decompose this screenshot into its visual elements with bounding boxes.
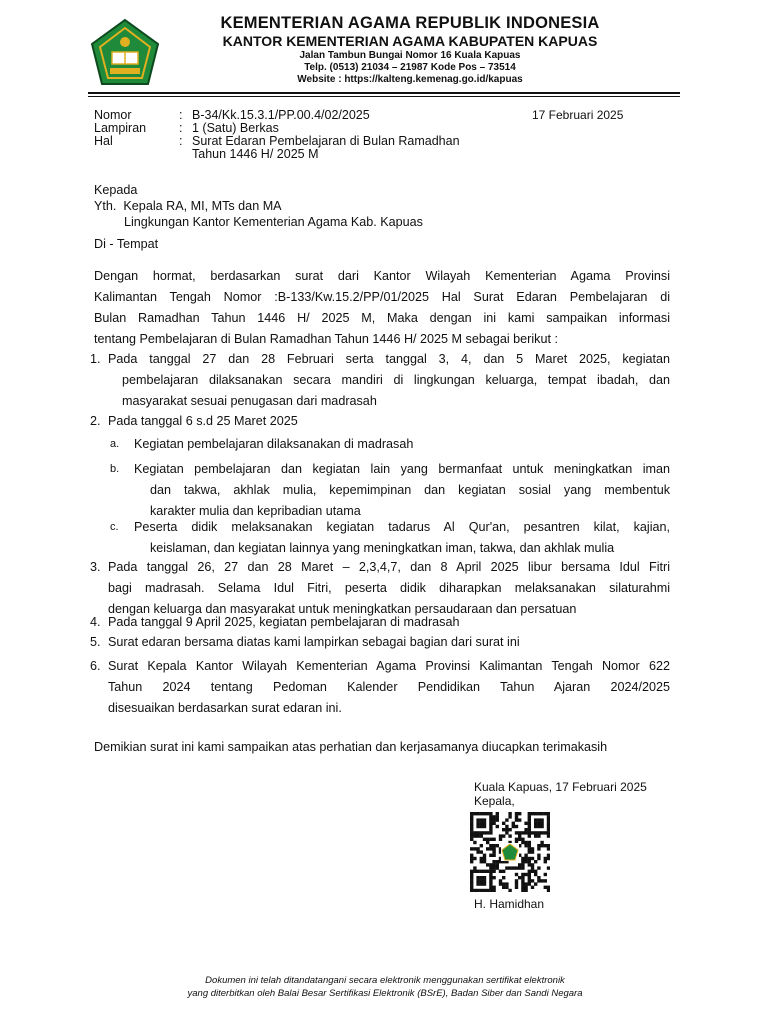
colon: : bbox=[179, 121, 183, 135]
colon: : bbox=[179, 108, 183, 122]
signature-title: Kepala, bbox=[474, 794, 515, 808]
subitem-b bbox=[134, 459, 670, 480]
lampiran-value: 1 (Satu) Berkas bbox=[192, 121, 279, 135]
signatory-name: H. Hamidhan bbox=[474, 897, 545, 911]
yth-label: Yth. bbox=[94, 199, 117, 213]
letterhead bbox=[170, 14, 650, 86]
item-line: pembelajaran dilaksanakan secara mandiri di lingkungan keluarga, tempat ibadah, dan bbox=[122, 373, 670, 387]
item-line: masyarakat sesuai penugasan dari madrasah bbox=[122, 394, 377, 408]
recipient-line2: Lingkungan Kantor Kementerian Agama Kab. Kapuas bbox=[124, 215, 423, 229]
intro-line: Kalimantan Tengah Nomor :B-133/Kw.15.2/PP/01/2025 Hal Surat Edaran Pembelajaran di bbox=[94, 290, 670, 304]
item-line: dan takwa, akhlak mulia, kepemimpinan dan kegiatan sosial yang membentuk bbox=[150, 483, 670, 497]
intro-line: Bulan Ramadhan Tahun 1446 H/ 2025 M, Maka dengan ini kami sampaikan informasi bbox=[94, 311, 670, 325]
item-line: dengan keluarga dan masyarakat untuk meningkatkan persaudaraan dan persatuan bbox=[108, 602, 577, 616]
recipient-place: Di - Tempat bbox=[94, 237, 159, 251]
subitem-letter: a. bbox=[110, 438, 120, 450]
item-line: Tahun 2024 tentang Pedoman Kalender Pendidikan Tahun Ajaran 2024/2025 bbox=[108, 680, 670, 694]
hal-value: Surat Edaran Pembelajaran di Bulan Ramadhan bbox=[192, 134, 460, 148]
recipient-line1: Kepala RA, MI, MTs dan MA bbox=[123, 199, 282, 213]
footer-line: Dokumen ini telah ditandatangani secara elektronik menggunakan sertifikat elektronik bbox=[205, 975, 565, 986]
header-rule-thick bbox=[88, 92, 680, 94]
lampiran-label: Lampiran bbox=[94, 121, 147, 135]
item-line: Surat Kepala Kantor Wilayah Kementerian Agama Provinsi Kalimantan Tengah Nomor 622 bbox=[108, 659, 670, 673]
item-line: disesuaikan berdasarkan surat edaran ini. bbox=[108, 701, 342, 715]
org-name: KEMENTERIAN AGAMA REPUBLIK INDONESIA bbox=[220, 14, 600, 32]
hal-value-cont: Tahun 1446 H/ 2025 M bbox=[192, 147, 319, 161]
footer-line: yang diterbitkan oleh Balai Besar Sertifikasi Elektronik (BSrE), Badan Siber dan Sandi Negara bbox=[187, 988, 583, 999]
colon: : bbox=[179, 134, 183, 148]
office-website: Website : https://kalteng.kemenag.go.id/kapuas bbox=[297, 74, 523, 85]
item-line: karakter mulia dan kepribadian utama bbox=[150, 504, 361, 518]
subitem-c-cont: keislaman, dan kegiatan lainnya yang meningkatkan iman, takwa, dan akhlak mulia bbox=[150, 541, 615, 555]
list-item-5: Surat edaran bersama diatas kami lampirkan sebagai bagian dari surat ini bbox=[108, 635, 520, 649]
intro-paragraph bbox=[94, 266, 670, 350]
intro-line: tentang Pembelajaran di Bulan Ramadhan Tahun 1446 H/ 2025 M sebagai berikut : bbox=[94, 332, 558, 346]
recipient-block bbox=[94, 182, 423, 230]
item-number: 2. bbox=[90, 414, 101, 428]
hal-label: Hal bbox=[94, 134, 113, 148]
subitem-a: Kegiatan pembelajaran dilaksanakan di madrasah bbox=[134, 437, 414, 451]
item-line: Kegiatan pembelajaran dan kegiatan lain yang bermanfaat untuk meningkatkan iman bbox=[134, 462, 670, 476]
item-number: 6. bbox=[90, 659, 101, 673]
list-item-3 bbox=[108, 557, 670, 620]
ministry-logo bbox=[88, 18, 162, 88]
item-number: 3. bbox=[90, 560, 101, 574]
item-line: Pada tanggal 26, 27 dan 28 Maret – 2,3,4,7, dan 8 April 2025 libur bersama Idul Fitri bbox=[108, 560, 670, 574]
office-phone: Telp. (0513) 21034 – 21987 Kode Pos – 73514 bbox=[304, 62, 516, 73]
item-number: 5. bbox=[90, 635, 101, 649]
header-rule-thin bbox=[88, 96, 680, 97]
letter-date: 17 Februari 2025 bbox=[532, 108, 624, 122]
office-name: KANTOR KEMENTERIAN AGAMA KABUPATEN KAPUAS bbox=[222, 33, 598, 49]
item-line: Peserta didik melaksanakan kegiatan tadarus Al Qur'an, pesantren kilat, kajian, bbox=[134, 520, 670, 534]
item-line: Pada tanggal 27 dan 28 Februari serta tanggal 3, 4, dan 5 Maret 2025, kegiatan bbox=[108, 352, 670, 366]
qr-code-signature bbox=[470, 812, 550, 892]
closing-sentence: Demikian surat ini kami sampaikan atas perhatian dan kerjasamanya diucapkan terimakasih bbox=[94, 740, 608, 754]
subitem-letter: c. bbox=[110, 521, 119, 533]
list-item-2: Pada tanggal 6 s.d 25 Maret 2025 bbox=[108, 414, 298, 428]
item-number: 1. bbox=[90, 352, 101, 366]
list-item-4: Pada tanggal 9 April 2025, kegiatan pembelajaran di madrasah bbox=[108, 615, 460, 629]
subitem-c bbox=[134, 517, 670, 538]
intro-line: Dengan hormat, berdasarkan surat dari Kantor Wilayah Kementerian Agama Provinsi bbox=[94, 269, 670, 283]
list-item-1 bbox=[108, 349, 670, 370]
list-item-1-cont bbox=[122, 370, 670, 412]
subitem-letter: b. bbox=[110, 463, 120, 475]
kepada-label: Kepada bbox=[94, 183, 138, 197]
item-number: 4. bbox=[90, 615, 101, 629]
footer-note bbox=[150, 974, 620, 1000]
signature-place-date: Kuala Kapuas, 17 Februari 2025 bbox=[474, 780, 647, 794]
subitem-b-cont bbox=[150, 480, 670, 522]
nomor-value: B-34/Kk.15.3.1/PP.00.4/02/2025 bbox=[192, 108, 370, 122]
list-item-6 bbox=[108, 656, 670, 719]
item-line: bagi madrasah. Selama Idul Fitri, peserta didik diharapkan melaksanakan silaturahmi bbox=[108, 581, 670, 595]
office-address: Jalan Tambun Bungai Nomor 16 Kuala Kapuas bbox=[299, 50, 521, 61]
nomor-label: Nomor bbox=[94, 108, 132, 122]
